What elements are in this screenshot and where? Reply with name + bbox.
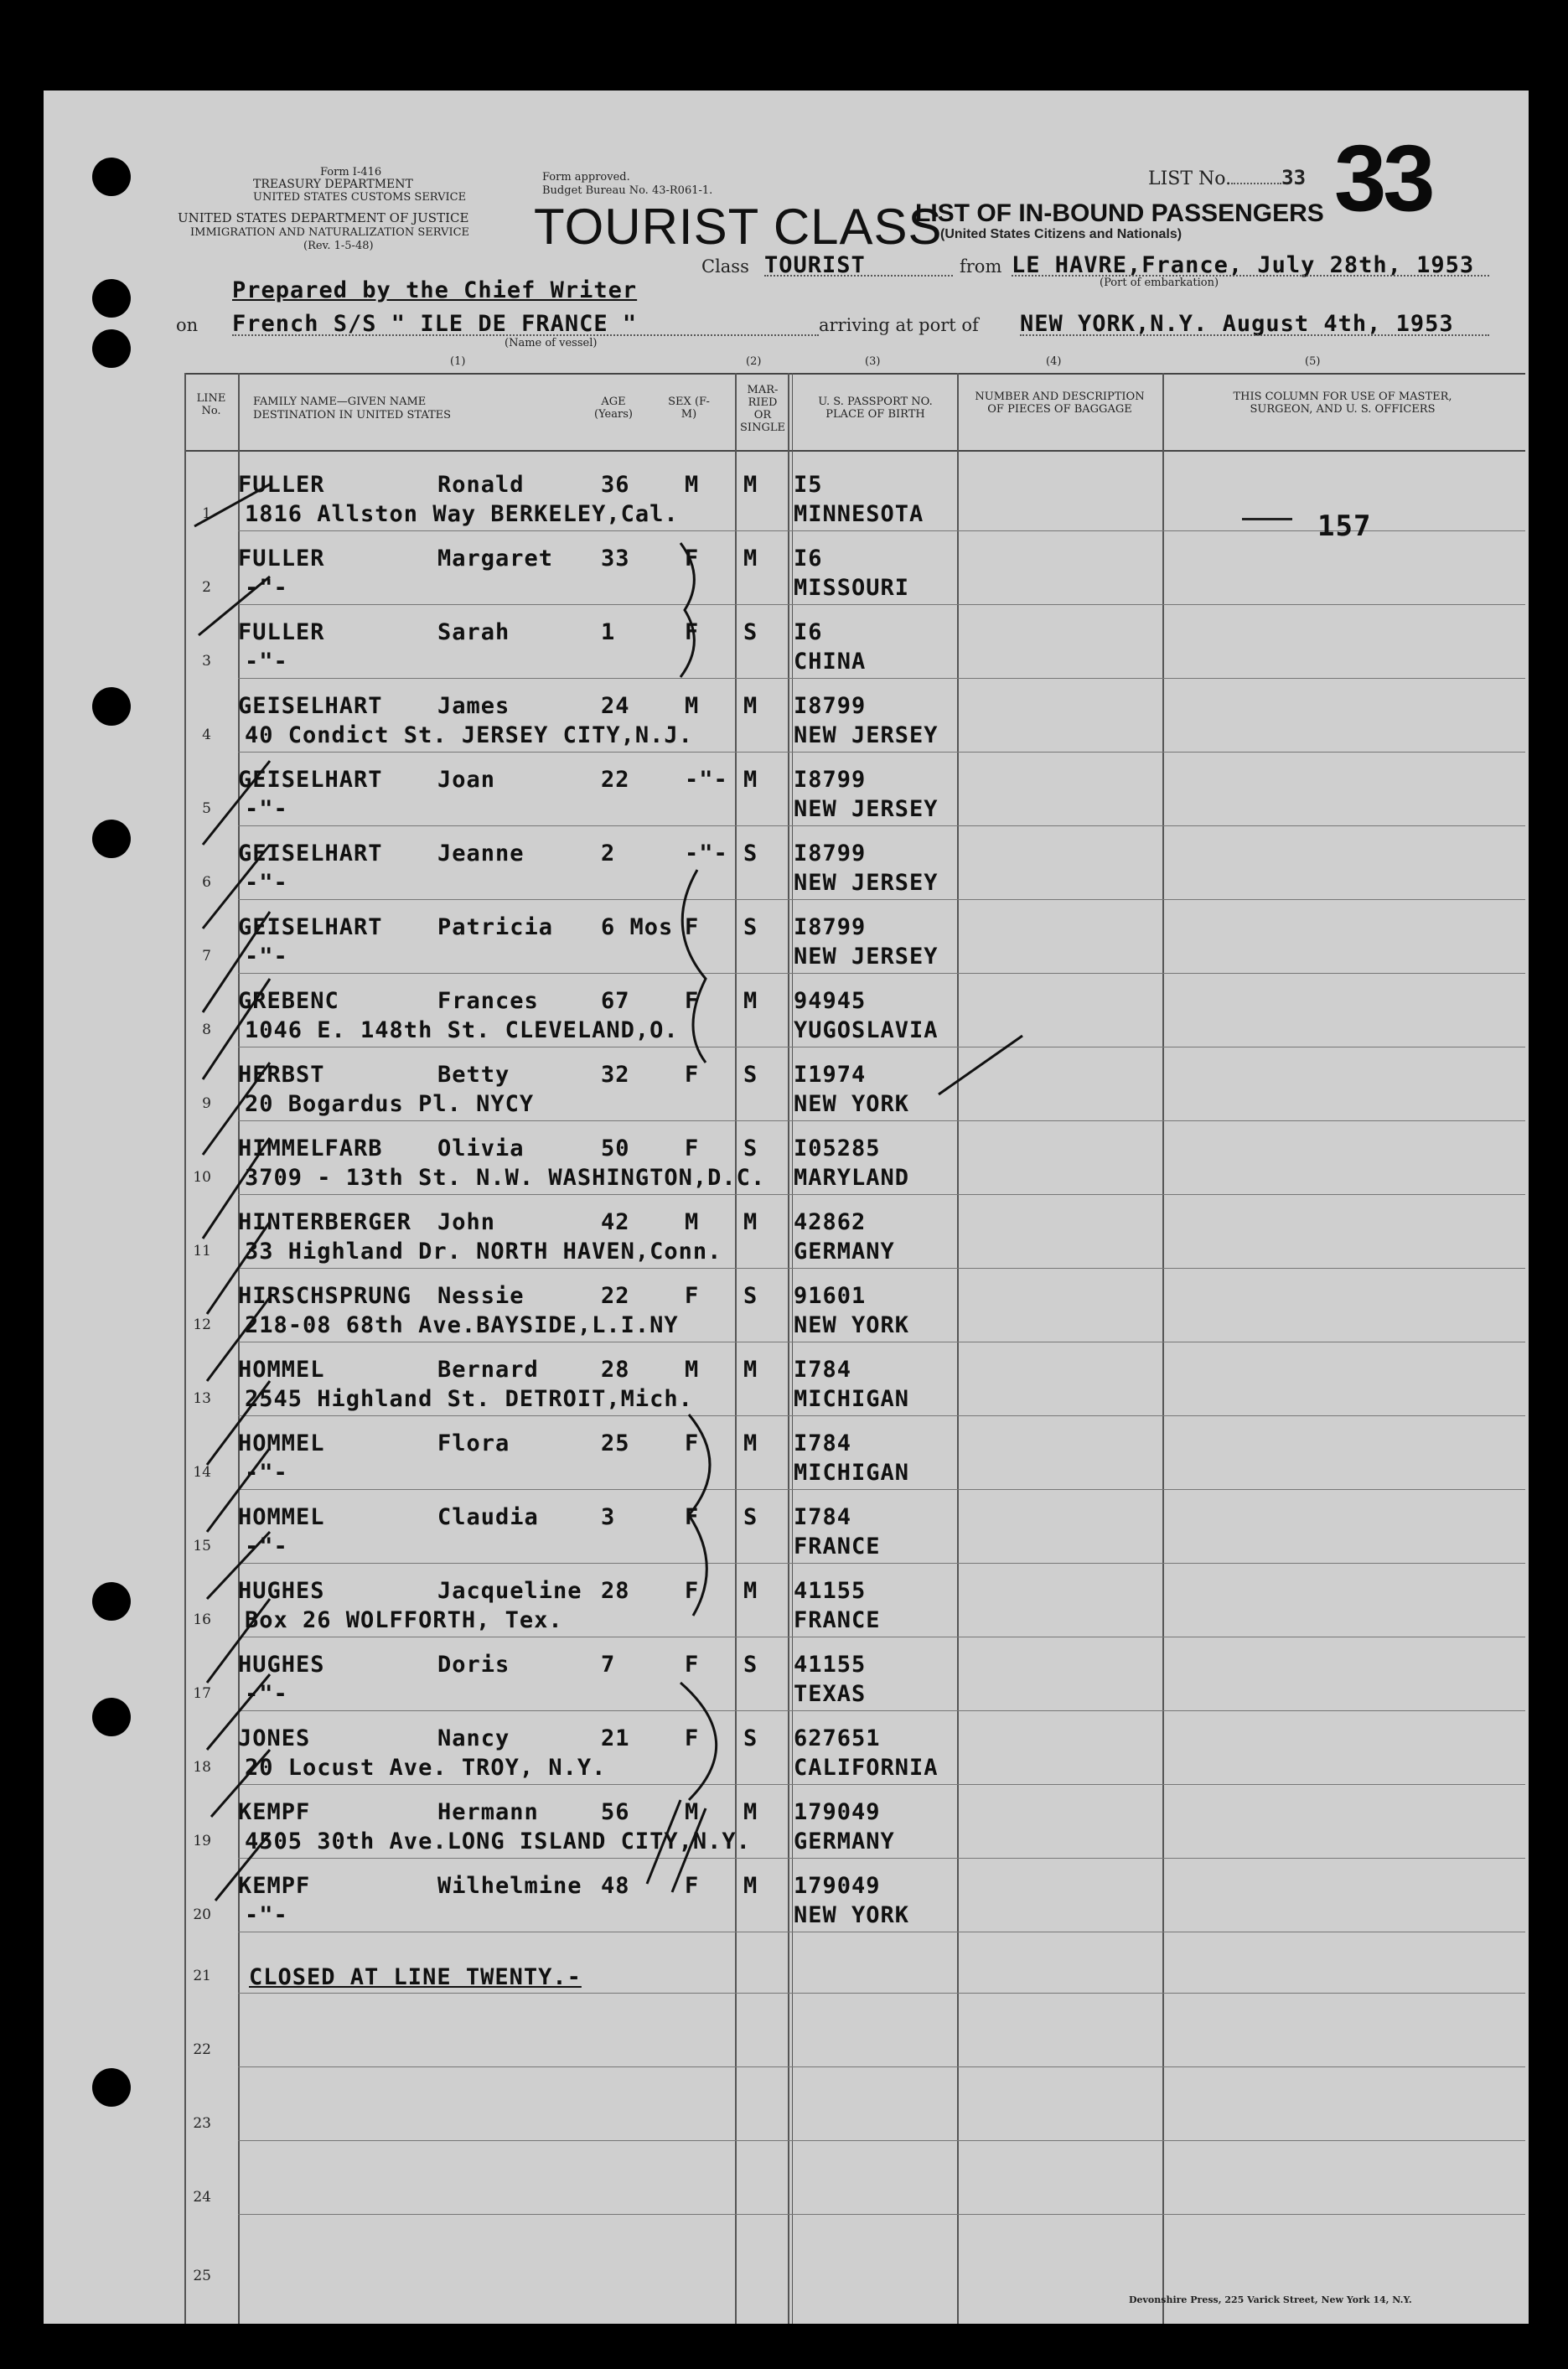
- passenger-marital-status: M: [743, 1578, 758, 1604]
- passenger-sex: F: [685, 546, 700, 572]
- scribble: [681, 1683, 717, 1800]
- line-number: 24: [193, 2189, 211, 2206]
- passport-number: I05285: [794, 1135, 881, 1161]
- passenger-given-name: Margaret: [437, 546, 554, 572]
- passenger-surname: HOMMEL: [238, 1430, 325, 1456]
- passenger-given-name: Frances: [437, 988, 539, 1014]
- line-number: 25: [193, 2268, 211, 2284]
- passenger-given-name: Patricia: [437, 914, 554, 940]
- passenger-surname: HUGHES: [238, 1578, 325, 1604]
- scribble: [682, 870, 706, 1063]
- destination: Box 26 WOLFFORTH, Tex.: [245, 1607, 563, 1633]
- check-mark: [215, 1834, 270, 1901]
- passenger-given-name: Olivia: [437, 1135, 525, 1161]
- closing-text: CLOSED AT LINE TWENTY.-: [249, 1964, 582, 1990]
- passenger-marital-status: M: [743, 1873, 758, 1899]
- passenger-marital-status: M: [743, 988, 758, 1014]
- destination: 1816 Allston Way BERKELEY,Cal.: [245, 501, 679, 527]
- place-of-birth: NEW YORK: [794, 1312, 910, 1338]
- scribble: [681, 543, 694, 677]
- passenger-sex: M: [685, 693, 700, 719]
- passenger-age: 50: [601, 1135, 630, 1161]
- manifest-page: [44, 91, 1529, 2324]
- line-number: 3: [202, 653, 211, 670]
- passenger-age: 6 Mos: [601, 914, 674, 940]
- line-number: 12: [193, 1316, 211, 1333]
- destination: 1046 E. 148th St. CLEVELAND,O.: [245, 1017, 679, 1043]
- destination: -"-: [245, 1534, 288, 1560]
- passenger-marital-status: M: [743, 767, 758, 793]
- col-head-dest: DESTINATION IN UNITED STATES: [253, 409, 452, 422]
- destination: -"-: [245, 944, 288, 970]
- passenger-surname: KEMPF: [238, 1799, 311, 1825]
- passenger-marital-status: S: [743, 841, 758, 866]
- passport-number: 91601: [794, 1283, 867, 1309]
- col-head-officers: THIS COLUMN FOR USE OF MASTER, SURGEON, AND U. S. OFFICERS: [1233, 391, 1452, 416]
- passenger-surname: HOMMEL: [238, 1504, 325, 1530]
- handwritten-marks: [44, 91, 1529, 2324]
- place-of-birth: FRANCE: [794, 1607, 881, 1633]
- check-mark: [199, 577, 270, 635]
- class-label: Class: [701, 256, 749, 277]
- passenger-marital-status: M: [743, 1799, 758, 1825]
- destination: 20 Bogardus Pl. NYCY: [245, 1091, 535, 1117]
- destination: 2545 Highland St. DETROIT,Mich.: [245, 1386, 693, 1412]
- col-num-5: (5): [1305, 355, 1321, 368]
- port-embark-caption: (Port of embarkation): [1100, 277, 1219, 289]
- check-mark: [207, 1297, 270, 1381]
- destination: -"-: [245, 1902, 288, 1928]
- scribble: [689, 1415, 710, 1616]
- passenger-sex: F: [685, 619, 700, 645]
- place-of-birth: NEW JERSEY: [794, 796, 939, 822]
- passenger-given-name: Sarah: [437, 619, 510, 645]
- passenger-age: 67: [601, 988, 630, 1014]
- passenger-sex: M: [685, 472, 700, 498]
- place-of-birth: MICHIGAN: [794, 1386, 910, 1412]
- passenger-age: 3: [601, 1504, 616, 1530]
- class-value: TOURIST: [764, 252, 866, 278]
- place-of-birth: NEW YORK: [794, 1902, 910, 1928]
- col-head-baggage: NUMBER AND DESCRIPTION OF PIECES OF BAGGAGE: [975, 391, 1145, 416]
- place-of-birth: TEXAS: [794, 1681, 867, 1707]
- passenger-surname: KEMPF: [238, 1873, 311, 1899]
- passenger-surname: HERBST: [238, 1062, 325, 1088]
- destination: -"-: [245, 575, 288, 601]
- passenger-surname: JONES: [238, 1725, 311, 1751]
- line-number: 11: [193, 1243, 211, 1260]
- check-mark: [939, 1036, 1022, 1094]
- from-port: LE HAVRE,France, July 28th, 19: [1012, 252, 1446, 278]
- line-number: 22: [193, 2041, 211, 2058]
- passenger-surname: GEISELHART: [238, 693, 383, 719]
- line-number: 6: [202, 874, 211, 891]
- passenger-marital-status: S: [743, 1283, 758, 1309]
- passenger-sex: F: [685, 1652, 700, 1678]
- check-mark: [207, 1532, 270, 1599]
- passenger-age: 48: [601, 1873, 630, 1899]
- col-head-married: MAR-RIED OR SINGLE: [740, 384, 785, 434]
- check-mark: [207, 1448, 270, 1532]
- passenger-given-name: Betty: [437, 1062, 510, 1088]
- destination: 3709 - 13th St. N.W. WASHINGTON,D.C.: [245, 1165, 766, 1191]
- place-of-birth: CHINA: [794, 649, 867, 675]
- arriving-year: 53: [1425, 311, 1454, 337]
- passenger-sex: F: [685, 1430, 700, 1456]
- check-mark: [207, 1381, 270, 1465]
- passport-number: I8799: [794, 693, 867, 719]
- place-of-birth: FRANCE: [794, 1534, 881, 1560]
- passenger-marital-status: M: [743, 693, 758, 719]
- passport-number: I5: [794, 472, 823, 498]
- check-mark: [207, 1222, 270, 1314]
- passenger-surname: FULLER: [238, 546, 325, 572]
- printer-imprint: Devonshire Press, 225 Varick Street, New York 14, N.Y.: [1129, 2294, 1412, 2305]
- place-of-birth: MISSOURI: [794, 575, 910, 601]
- passenger-age: 28: [601, 1357, 630, 1383]
- passport-number: I6: [794, 546, 823, 572]
- passport-number: I8799: [794, 767, 867, 793]
- passenger-age: 24: [601, 693, 630, 719]
- passenger-marital-status: M: [743, 1209, 758, 1235]
- line-number: 23: [193, 2115, 211, 2132]
- place-of-birth: MARYLAND: [794, 1165, 910, 1191]
- passenger-sex: F: [685, 988, 700, 1014]
- passenger-marital-status: S: [743, 914, 758, 940]
- check-mark: [207, 1674, 270, 1750]
- passenger-surname: GEISELHART: [238, 914, 383, 940]
- line-number: 19: [193, 1833, 211, 1849]
- form-approved: Form approved.: [542, 171, 630, 184]
- destination: 218-08 68th Ave.BAYSIDE,L.I.NY: [245, 1312, 679, 1338]
- list-number-stamp: 33: [1334, 126, 1432, 230]
- passport-number: 41155: [794, 1652, 867, 1678]
- passport-number: I8799: [794, 914, 867, 940]
- vessel-name: French S/S " ILE DE FRANCE ": [232, 311, 638, 337]
- passenger-age: 36: [601, 472, 630, 498]
- place-of-birth: NEW JERSEY: [794, 944, 939, 970]
- check-mark: [203, 1138, 270, 1239]
- passenger-surname: HINTERBERGER: [238, 1209, 412, 1235]
- place-of-birth: NEW JERSEY: [794, 722, 939, 748]
- passenger-marital-status: S: [743, 619, 758, 645]
- destination: 20 Locust Ave. TROY, N.Y.: [245, 1755, 607, 1781]
- passenger-age: 7: [601, 1652, 616, 1678]
- line-number: 13: [193, 1390, 211, 1407]
- passenger-sex: F: [685, 1725, 700, 1751]
- destination: -"-: [245, 1681, 288, 1707]
- passenger-given-name: Jeanne: [437, 841, 525, 866]
- passenger-age: 21: [601, 1725, 630, 1751]
- passenger-age: 2: [601, 841, 616, 866]
- passenger-surname: FULLER: [238, 472, 325, 498]
- destination: -"-: [245, 796, 288, 822]
- passenger-sex: F: [685, 1504, 700, 1530]
- line-number: 20: [193, 1906, 211, 1923]
- passenger-marital-status: S: [743, 1062, 758, 1088]
- passport-number: I1974: [794, 1062, 867, 1088]
- col-head-age: AGE (Years): [594, 396, 633, 421]
- passenger-marital-status: M: [743, 546, 758, 572]
- line-number: 10: [193, 1169, 211, 1186]
- passenger-sex: -"-: [685, 767, 728, 793]
- passenger-surname: GEISELHART: [238, 767, 383, 793]
- passenger-marital-status: M: [743, 1357, 758, 1383]
- passenger-sex: M: [685, 1799, 700, 1825]
- place-of-birth: MICHIGAN: [794, 1460, 910, 1486]
- ins-service: IMMIGRATION AND NATURALIZATION SERVICE: [190, 226, 470, 239]
- passenger-given-name: Wilhelmine: [437, 1873, 582, 1899]
- passenger-age: 22: [601, 1283, 630, 1309]
- passenger-sex: F: [685, 1062, 700, 1088]
- passenger-given-name: Doris: [437, 1652, 510, 1678]
- passenger-marital-status: S: [743, 1652, 758, 1678]
- passenger-given-name: Jacqueline: [437, 1578, 582, 1604]
- from-year: 53: [1445, 252, 1475, 278]
- check-mark: [194, 484, 270, 526]
- line-number: 8: [202, 1022, 211, 1038]
- check-mark: [203, 845, 270, 928]
- passport-number: 627651: [794, 1725, 881, 1751]
- passport-number: I784: [794, 1357, 852, 1383]
- destination: 40 Condict St. JERSEY CITY,N.J.: [245, 722, 693, 748]
- line-number: 17: [193, 1685, 211, 1702]
- col-num-4: (4): [1046, 355, 1062, 368]
- on-label: on: [176, 315, 199, 335]
- manifest-title: LIST OF IN-BOUND PASSENGERS: [915, 199, 1324, 227]
- line-number: 9: [202, 1095, 211, 1112]
- check-mark: [203, 912, 270, 1012]
- line-number: 7: [202, 948, 211, 965]
- list-typed: 33: [1281, 166, 1307, 189]
- col-num-2: (2): [746, 355, 762, 368]
- passport-number: I6: [794, 619, 823, 645]
- line-number: 18: [193, 1759, 211, 1776]
- passenger-surname: FULLER: [238, 619, 325, 645]
- place-of-birth: GERMANY: [794, 1239, 895, 1265]
- destination: -"-: [245, 1460, 288, 1486]
- dept-justice: UNITED STATES DEPARTMENT OF JUSTICE: [178, 210, 469, 225]
- passenger-surname: HIRSCHSPRUNG: [238, 1283, 412, 1309]
- line-number: 1: [202, 505, 211, 522]
- passenger-sex: F: [685, 914, 700, 940]
- col-head-sex: SEX (F-M): [668, 396, 710, 421]
- prepared-by: Prepared by the Chief Writer: [232, 277, 638, 303]
- passenger-sex: F: [685, 1578, 700, 1604]
- passenger-sex: M: [685, 1357, 700, 1383]
- passenger-marital-status: S: [743, 1135, 758, 1161]
- passenger-surname: HIMMELFARB: [238, 1135, 383, 1161]
- passenger-age: 56: [601, 1799, 630, 1825]
- passenger-age: 1: [601, 619, 616, 645]
- check-mark: [203, 761, 270, 845]
- passenger-marital-status: M: [743, 472, 758, 498]
- place-of-birth: MINNESOTA: [794, 501, 924, 527]
- passenger-given-name: Nessie: [437, 1283, 525, 1309]
- destination: -"-: [245, 649, 288, 675]
- line-number: 2: [202, 579, 211, 596]
- arriving-label: arriving at port of: [819, 315, 979, 335]
- destination: -"-: [245, 870, 288, 896]
- place-of-birth: CALIFORNIA: [794, 1755, 939, 1781]
- list-label: LIST No.: [1148, 168, 1232, 189]
- passenger-given-name: Claudia: [437, 1504, 539, 1530]
- vessel-caption: (Name of vessel): [505, 337, 598, 349]
- passport-number: 94945: [794, 988, 867, 1014]
- destination: 33 Highland Dr. NORTH HAVEN,Conn.: [245, 1239, 722, 1265]
- passport-number: 41155: [794, 1578, 867, 1604]
- line-number: 14: [193, 1464, 211, 1481]
- passenger-given-name: Joan: [437, 767, 496, 793]
- budget-bureau: Budget Bureau No. 43-R061-1.: [542, 184, 713, 197]
- passenger-age: 22: [601, 767, 630, 793]
- passenger-given-name: Bernard: [437, 1357, 539, 1383]
- passenger-surname: HUGHES: [238, 1652, 325, 1678]
- passenger-given-name: John: [437, 1209, 496, 1235]
- passenger-given-name: Ronald: [437, 472, 525, 498]
- check-mark: [207, 1599, 270, 1683]
- officer-note: 157: [1317, 509, 1372, 543]
- line-number: 16: [193, 1611, 211, 1628]
- passenger-age: 42: [601, 1209, 630, 1235]
- col-head-line: LINE No.: [196, 392, 226, 417]
- passenger-sex: F: [685, 1135, 700, 1161]
- col-head-name: FAMILY NAME—GIVEN NAME: [253, 396, 427, 408]
- passenger-given-name: Flora: [437, 1430, 510, 1456]
- treasury-dept: TREASURY DEPARTMENT: [253, 178, 413, 191]
- col-num-3: (3): [865, 355, 881, 368]
- customs-service: UNITED STATES CUSTOMS SERVICE: [253, 191, 467, 204]
- form-number: Form I-416: [320, 166, 382, 178]
- passport-number: I8799: [794, 841, 867, 866]
- passport-number: I784: [794, 1430, 852, 1456]
- line-number: 15: [193, 1538, 211, 1554]
- col-head-passport: U. S. PASSPORT NO. PLACE OF BIRTH: [818, 396, 933, 421]
- check-mark: [211, 1750, 270, 1817]
- arriving-port: NEW YORK,N.Y. August 4th, 19: [1020, 311, 1426, 337]
- passenger-given-name: James: [437, 693, 510, 719]
- passport-number: 42862: [794, 1209, 867, 1235]
- passenger-marital-status: S: [743, 1504, 758, 1530]
- passenger-age: 32: [601, 1062, 630, 1088]
- passenger-sex: M: [685, 1209, 700, 1235]
- manifest-subtitle: (United States Citizens and Nationals): [940, 227, 1182, 241]
- passenger-sex: -"-: [685, 841, 728, 866]
- tourist-class-stamp: TOURIST CLASS: [534, 199, 943, 255]
- destination: 4505 30th Ave.LONG ISLAND CITY,N.Y.: [245, 1828, 751, 1854]
- passenger-marital-status: S: [743, 1725, 758, 1751]
- passenger-age: 28: [601, 1578, 630, 1604]
- from-label: from: [960, 256, 1002, 277]
- line-number: 21: [193, 1968, 211, 1984]
- passenger-age: 25: [601, 1430, 630, 1456]
- passenger-given-name: Hermann: [437, 1799, 539, 1825]
- scribble: [647, 1800, 706, 1892]
- line-number: 4: [202, 727, 211, 743]
- col-num-1: (1): [450, 355, 466, 368]
- passenger-given-name: Nancy: [437, 1725, 510, 1751]
- passenger-surname: GREBENC: [238, 988, 339, 1014]
- passenger-age: 33: [601, 546, 630, 572]
- place-of-birth: GERMANY: [794, 1828, 895, 1854]
- passport-number: I784: [794, 1504, 852, 1530]
- line-number: 5: [202, 800, 211, 817]
- check-mark: [203, 1063, 270, 1155]
- check-mark: [203, 979, 270, 1079]
- place-of-birth: NEW YORK: [794, 1091, 910, 1117]
- passenger-sex: F: [685, 1283, 700, 1309]
- place-of-birth: YUGOSLAVIA: [794, 1017, 939, 1043]
- place-of-birth: NEW JERSEY: [794, 870, 939, 896]
- revision: (Rev. 1-5-48): [303, 240, 374, 252]
- passenger-sex: F: [685, 1873, 700, 1899]
- passenger-marital-status: M: [743, 1430, 758, 1456]
- passport-number: 179049: [794, 1873, 881, 1899]
- passenger-surname: GEISELHART: [238, 841, 383, 866]
- passenger-surname: HOMMEL: [238, 1357, 325, 1383]
- passport-number: 179049: [794, 1799, 881, 1825]
